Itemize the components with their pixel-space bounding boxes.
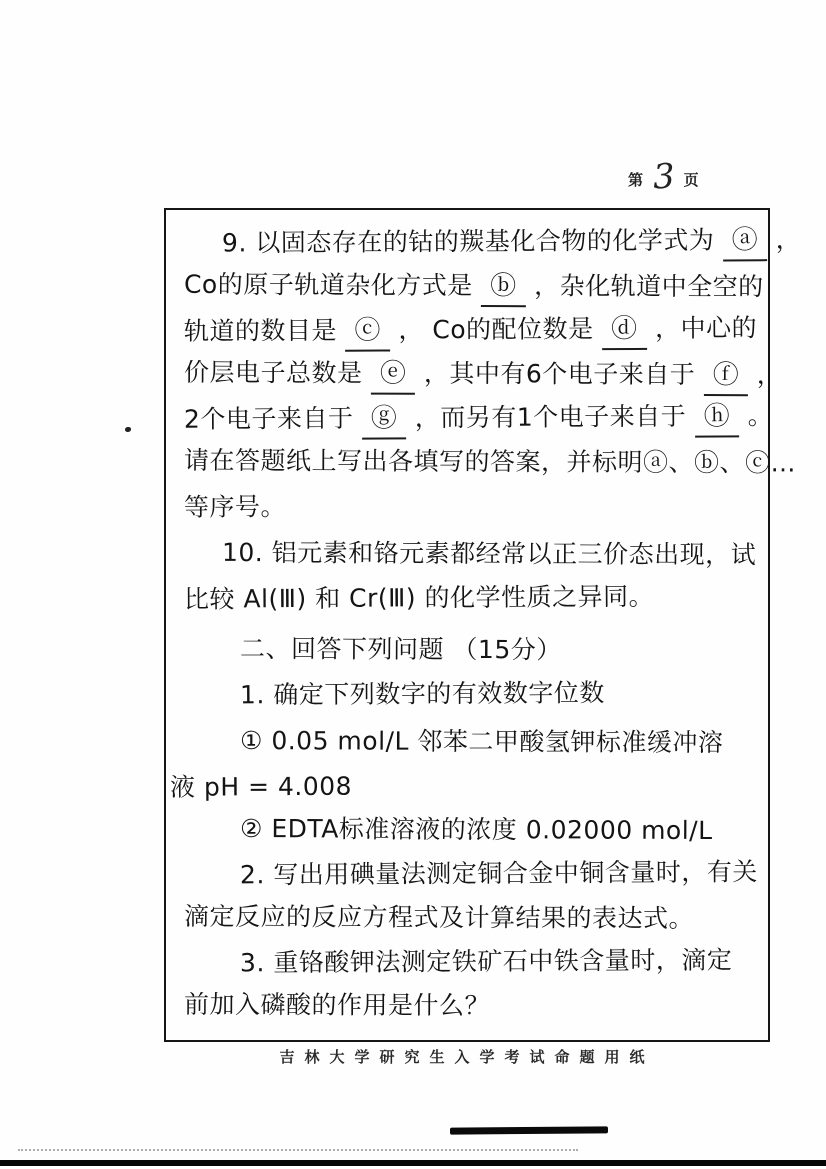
page-number-prefix: 第 [628, 171, 645, 189]
answer-blank: ⓑ [481, 268, 526, 307]
answer-blank: ⓖ [362, 400, 407, 439]
ink-speck-artifact [125, 427, 131, 432]
handwritten-line: 液 pH = 4.008 [169, 771, 353, 802]
handwritten-line: 滴定反应的反应方程式及计算结果的表达式。 [183, 901, 695, 933]
scan-artifact-short-bar [450, 1126, 608, 1134]
handwritten-line: 二、回答下列问题 （15分） [239, 634, 562, 665]
page-number-header [628, 156, 700, 198]
handwritten-line: 等序号。 [183, 492, 287, 522]
answer-blank: ⓓ [602, 311, 647, 350]
handwritten-line: ① 0.05 mol/L 邻苯二甲酸氢钾标准缓冲溶 [239, 726, 724, 758]
handwritten-line: 2. 写出用碘量法测定铜合金中铜含量时，有关 [239, 857, 758, 890]
handwritten-line: 比较 Al(Ⅲ) 和 Cr(Ⅲ) 的化学性质之异同。 [183, 581, 655, 614]
handwritten-line: 9. 以固态存在的钴的羰基化合物的化学式为 ⓐ ， [184, 218, 754, 265]
answer-blank: ⓒ [345, 312, 390, 351]
scan-artifact-bottom-bar [0, 1160, 826, 1166]
answer-blank: ⓕ [704, 357, 749, 396]
scan-artifact-dotted-line [18, 1149, 578, 1151]
answer-blank: ⓗ [695, 398, 740, 437]
page-number-suffix: 页 [683, 171, 700, 189]
handwritten-line: 1. 确定下列数字的有效数字位数 [239, 678, 605, 710]
handwritten-line: ② EDTA标准溶液的浓度 0.02000 mol/L [239, 814, 713, 846]
answer-blank: ⓔ [371, 356, 416, 395]
handwritten-line: Co的原子轨道杂化方式是 ⓑ ，杂化轨道中全空的 [184, 263, 754, 309]
page-number-value: 3 [651, 156, 676, 198]
handwritten-line: 价层电子总数是 ⓔ ，其中有6个电子来自于 ⓕ ， [184, 351, 754, 397]
handwritten-line: 轨道的数目是 ⓒ ， Co的配位数是 ⓓ ，中心的 [184, 306, 754, 353]
handwritten-line: 请在答题纸上写出各填写的答案，并标明ⓐ、ⓑ、ⓒ… [183, 445, 797, 478]
answer-blank: ⓐ [723, 222, 768, 261]
question-content-box [164, 208, 802, 1042]
handwritten-line: 2个电子来自于 ⓖ ，而另有1个电子来自于 ⓗ 。 [184, 394, 754, 441]
footer-caption: 吉林大学研究生入学考试命题用纸 [279, 1048, 655, 1066]
handwritten-line: 3. 重铬酸钾法测定铁矿石中铁含量时，滴定 [239, 945, 733, 978]
handwritten-line: 前加入磷酸的作用是什么？ [183, 989, 491, 1021]
handwritten-line: 10. 铝元素和铬元素都经常以正三价态出现，试 [221, 537, 757, 570]
